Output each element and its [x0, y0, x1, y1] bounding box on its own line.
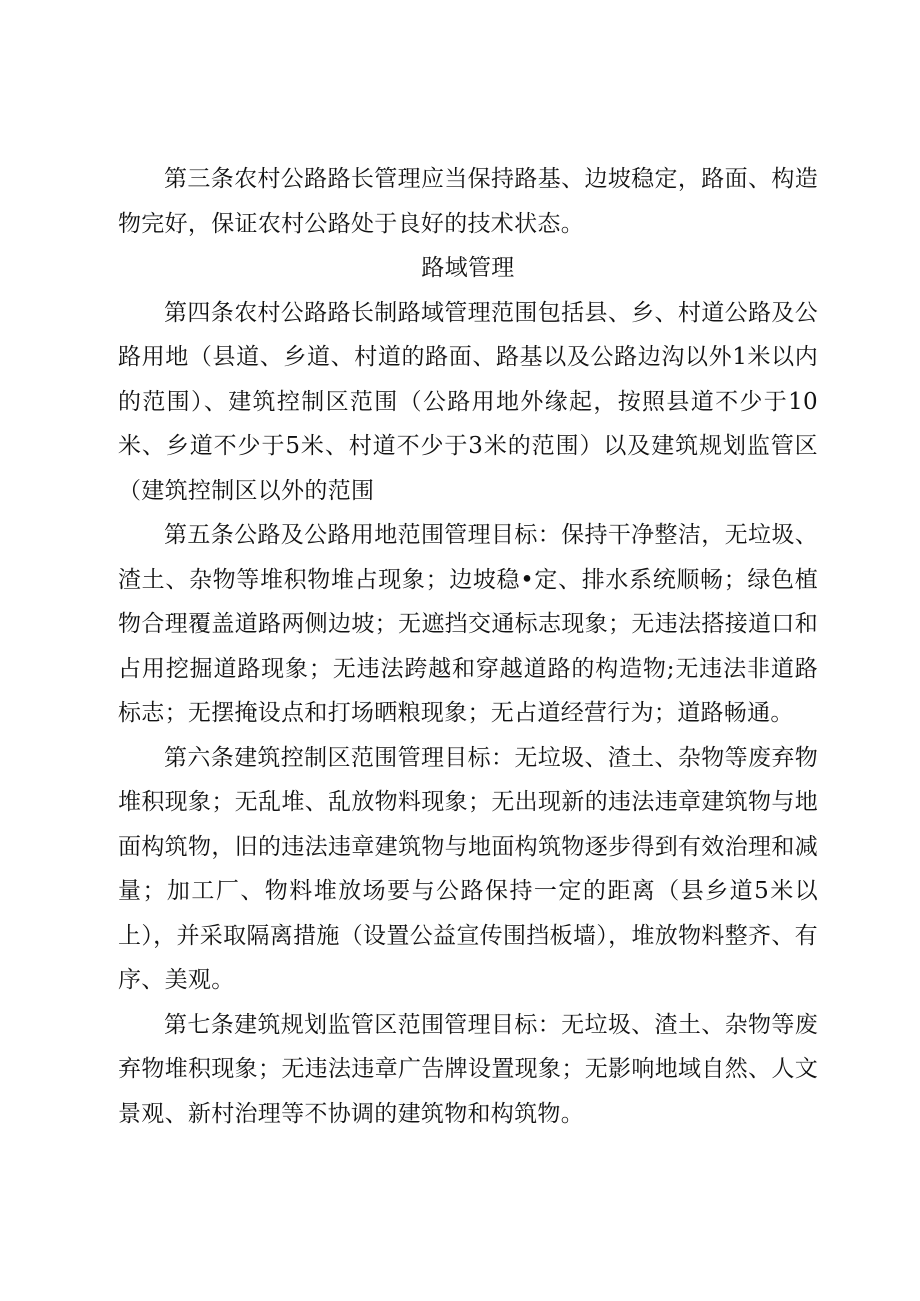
article-4-paragraph: 第四条农村公路路长制路域管理范围包括县、乡、村道公路及公路用地（县道、乡道、村道的路面、路基以及公路边沟以外1米以内的范围）、建筑控制区范围（公路用地外缘起，按照县道不少于10米、乡道不少于5米、村道不少于3米的范围）以及建筑规划监管区（建筑控制区以外的范围 — [118, 299, 818, 504]
article-6-paragraph: 第六条建筑控制区范围管理目标：无垃圾、渣土、杂物等废弃物堆积现象；无乱堆、乱放物料现象；无出现新的违法违章建筑物与地面构筑物，旧的违法违章建筑物与地面构筑物逐步得到有效治理和减量；加工厂、物料堆放场要与公路保持一定的距离（县乡道5米以上），并采取隔离措施（设置公益宣传围挡板墙），堆放物料整齐、有序、美观。 — [118, 744, 818, 993]
article-5-paragraph: 第五条公路及公路用地范围管理目标：保持干净整洁，无垃圾、渣土、杂物等堆积物堆占现象；边坡稳•定、排水系统顺畅；绿色植物合理覆盖道路两侧边坡；无遮挡交通标志现象；无违法搭接道口和占用挖掘道路现象；无违法跨越和穿越道路的构造物;无违法非道路标志；无摆掩设点和打场晒粮现象；无占道经营行为；道路畅通。 — [118, 522, 818, 726]
article-3-paragraph: 第三条农村公路路长管理应当保持路基、边坡稳定，路面、构造物完好，保证农村公路处于良好的技术状态。 — [118, 166, 818, 237]
section-heading-road-domain: 路域管理 — [421, 255, 515, 281]
article-7-paragraph: 第七条建筑规划监管区范围管理目标：无垃圾、渣土、杂物等废弃物堆积现象；无违法违章广告牌设置现象；无影响地域自然、人文景观、新村治理等不协调的建筑物和构筑物。 — [118, 1011, 818, 1127]
document-body — [118, 157, 818, 1136]
